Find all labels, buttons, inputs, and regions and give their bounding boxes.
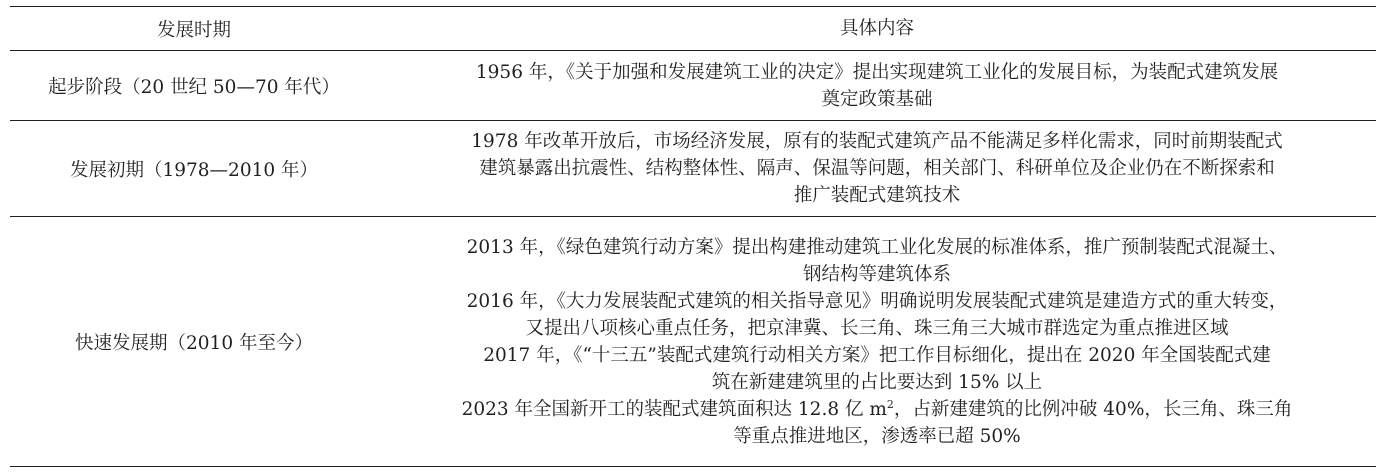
period-cell: 发展初期（1978—2010 年） <box>69 159 319 181</box>
content-line: 钢结构等建筑体系 <box>802 263 951 285</box>
table-header-row <box>10 7 1376 51</box>
content-line: 推广装配式建筑技术 <box>793 185 961 206</box>
content-text: ，占新建建筑的比例冲破 40%，长三角、珠三角 <box>893 398 1293 420</box>
content-line: 建筑暴露出抗震性、结构整体性、隔声、保温等问题，相关部门、科研单位及企业仍在不断探索和 <box>479 158 1275 179</box>
period-cell: 起步阶段（20 世纪 50—70 年代） <box>48 76 340 98</box>
superscript: 2 <box>886 397 894 411</box>
content-cell <box>378 51 1376 120</box>
development-stages-table <box>10 6 1376 467</box>
table-row <box>10 51 1376 121</box>
content-line: 1956 年，《关于加强和发展建筑工业的决定》提出实现建筑工业化的发展目标，为装配式建筑发展 <box>475 61 1279 83</box>
content-line: 等重点推进地区，渗透率已超 50% <box>733 425 1021 447</box>
content-line <box>462 396 1293 423</box>
content-line: 1978 年改革开放后，市场经济发展，原有的装配式建筑产品不能满足多样化需求，同时前期装配式 <box>471 131 1283 152</box>
content-line: 奠定政策基础 <box>821 88 933 110</box>
content-line: 2016 年，《大力发展装配式建筑的相关指导意见》明确说明发展装配式建筑是建造方式的重大转变， <box>466 290 1288 312</box>
period-cell: 快速发展期（2010 年至今） <box>75 332 313 354</box>
content-line: 又提出八项核心重点任务，把京津冀、长三角、珠三角三大城市群选定为重点推进区域 <box>525 317 1229 339</box>
content-cell <box>378 121 1376 216</box>
header-content: 具体内容 <box>839 18 914 39</box>
table-row <box>10 217 1376 466</box>
content-line: 2017 年，《“十三五”装配式建筑行动相关方案》把工作目标细化，提出在 2020 年全国装配式建 <box>483 344 1271 366</box>
content-line: 筑在新建建筑里的占比要达到 15% 以上 <box>711 371 1043 393</box>
table-row <box>10 121 1376 217</box>
content-line: 2013 年，《绿色建筑行动方案》提出构建推动建筑工业化发展的标准体系，推广预制装配式混凝土、 <box>466 236 1288 258</box>
content-text: 2023 年全国新开工的装配式建筑面积达 12.8 亿 m <box>461 398 887 420</box>
content-cell <box>378 217 1376 466</box>
header-period: 发展时期 <box>156 19 231 41</box>
